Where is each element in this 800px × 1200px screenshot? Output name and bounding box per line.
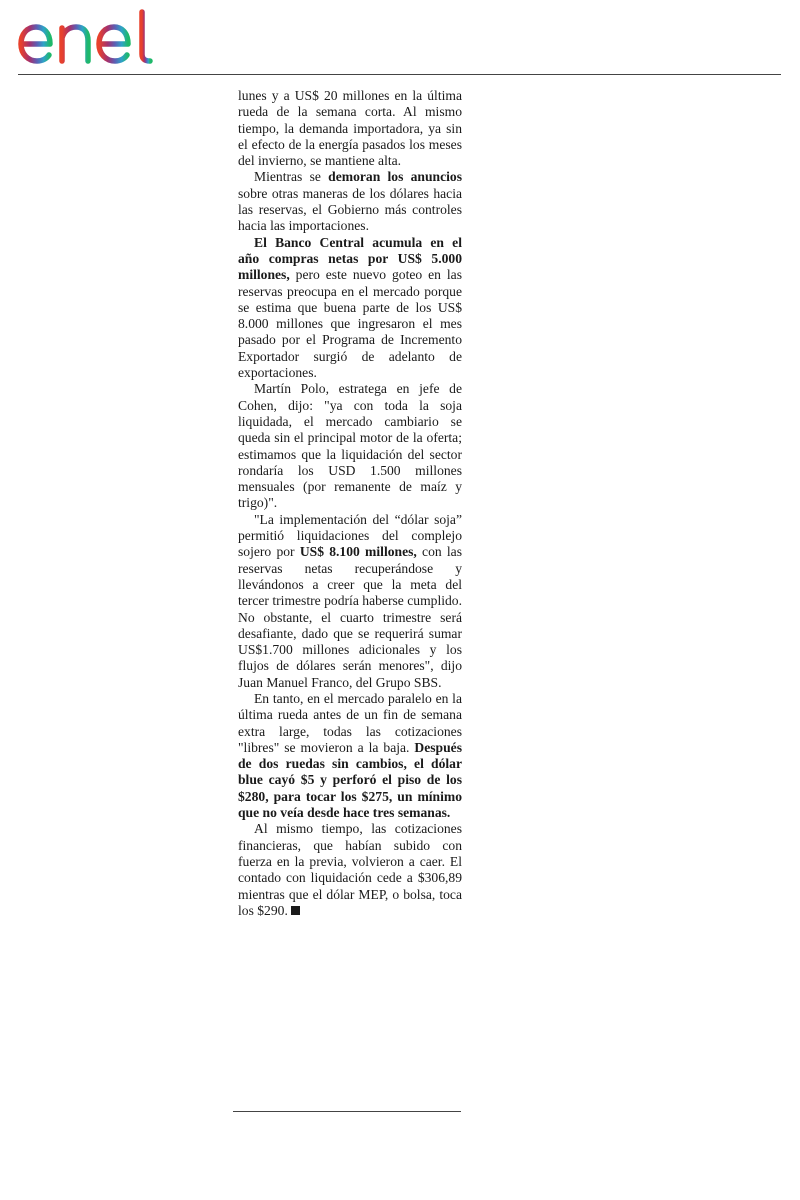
paragraph-text: En tanto, en el mercado paralelo en la última rueda antes de un fin de semana extra large, todas las cotizaciones "libres" se movieron a la baja. (238, 690, 462, 755)
paragraph-text: Martín Polo, estratega en jefe de Cohen, dijo: "ya con toda la soja liquidada, el mercado cambiario se queda sin el principal motor de la oferta; estimamos que la liquidación del sector rondaría los USD 1.500 millones mensuales (por remanente de maíz y trigo)". (238, 381, 462, 511)
article-paragraph (238, 512, 462, 691)
highlighted-text: US$ 8.100 millones, (299, 544, 417, 560)
highlighted-text: Después de dos ruedas sin cambios, el dólar blue cayó $5 y perforó el piso de los $280, para tocar los $275, un mínimo que no veía desde hace tres semanas. (238, 739, 462, 821)
article-paragraph (238, 821, 462, 919)
paragraph-text: Mientras se (254, 169, 329, 185)
highlighted-text: El Banco Central acumula en el año compras netas por US$ 5.000 millones, (238, 234, 462, 283)
article-paragraph (238, 235, 462, 382)
article-paragraph (238, 88, 462, 169)
article-paragraph (238, 381, 462, 511)
end-of-article-mark (291, 906, 300, 915)
column-end-divider (233, 1111, 461, 1112)
paragraph-text: Al mismo tiempo, las cotizaciones financieras, que habían subido con fuerza en la previa, volvieron a caer. El contado con liquidación cede a $306,89 mientras que el dólar MEP, o bolsa, toca los $290. (238, 821, 462, 918)
highlighted-text: demoran los anuncios (328, 169, 462, 185)
paragraph-text: con las reservas netas recuperándose y llevándonos a creer que la meta del tercer trimestre podría haberse cumplido. No obstante, el cuarto trimestre será desafiante, dado que se requerirá sumar US$1.700 millones adicionales y los flujos de dólares serán menores", dijo Juan Manuel Franco, del Grupo SBS. (238, 544, 462, 690)
page-header (0, 0, 800, 80)
header-divider (18, 74, 781, 75)
article-column (238, 88, 462, 919)
paragraph-text: sobre otras maneras de los dólares hacia las reservas, el Gobierno más controles hacia las importaciones. (238, 185, 462, 234)
paragraph-text: "La implementación del “dólar soja” permitió liquidaciones del complejo sojero por (238, 511, 462, 560)
article-paragraph (238, 169, 462, 234)
article-paragraph (238, 691, 462, 821)
paragraph-text: lunes y a US$ 20 millones en la última rueda de la semana corta. Al mismo tiempo, la demanda importadora, ya sin el efecto de la energía pasados los meses del invierno, se mantiene alta. (238, 88, 462, 169)
enel-logo[interactable] (14, 6, 174, 66)
paragraph-text: pero este nuevo goteo en las reservas preocupa en el mercado porque se estima que buena parte de los US$ 8.000 millones que ingresaron el mes pasado por el Programa de Incremento Exportador surgió de adelanto de exportaciones. (238, 267, 462, 381)
